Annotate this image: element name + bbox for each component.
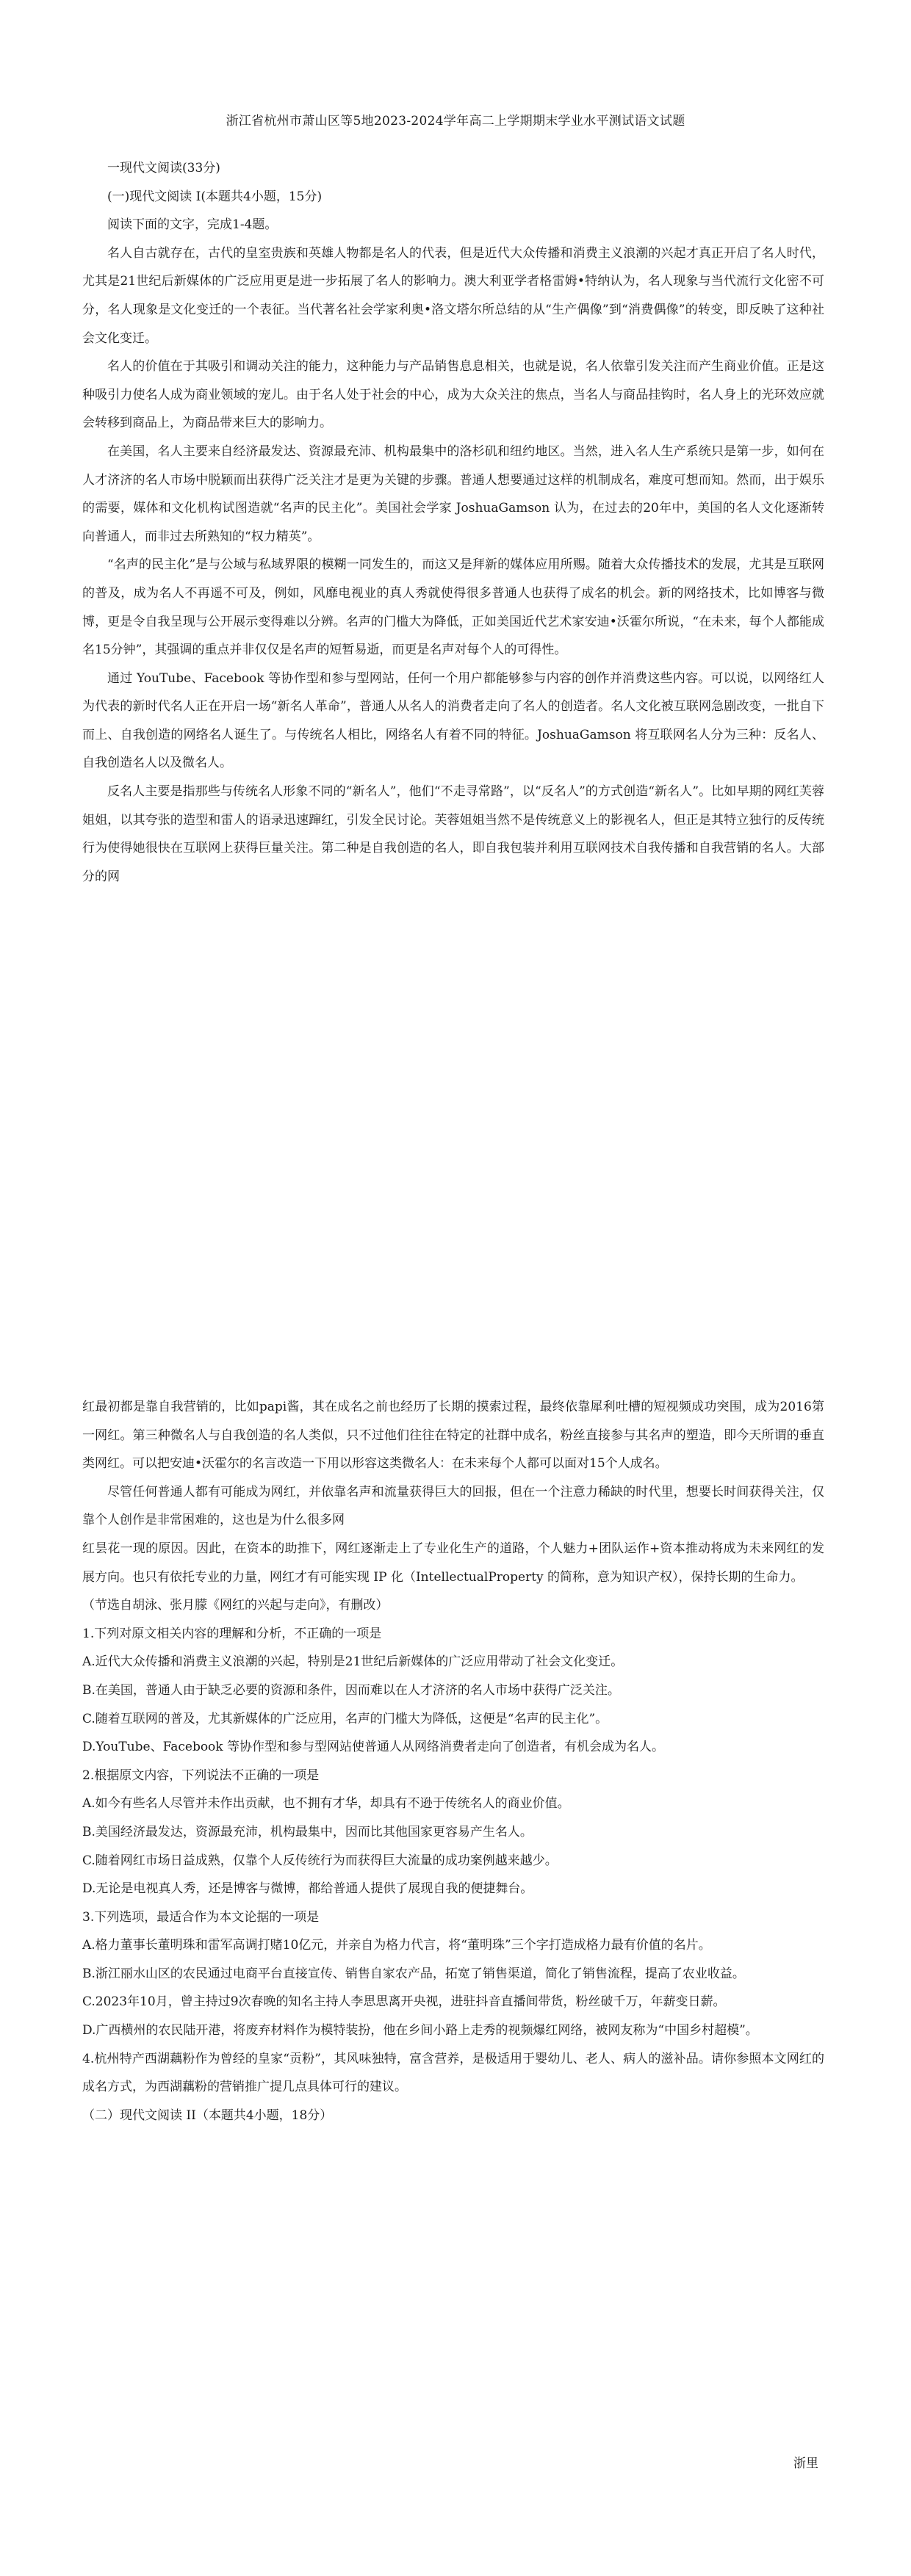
article-part-2 [82,1393,824,2130]
page-title: 浙江省杭州市萧山区等5地2023-2024学年高二上学期期末学业水平测试语文试题 [226,114,685,129]
question-option: D.YouTube、Facebook 等协作型和参与型网站使普通人从网络消费者走向了创造者，有机会成为名人。 [82,1740,665,1755]
article-part-1 [82,154,824,891]
article-paragraph: 通过 YouTube、Facebook 等协作型和参与型网站，任何一个用户都能够参与内容的创作并消费这些内容。可以说，以网络红人为代表的新时代名人正在开启一场“新名人革命”，普通人从名人的消费者走向了名人的创造者。名人文化被互联网急剧改变，一批自下而上、自我创造的网络名人诞生了。与传统名人相比，网络名人有着不同的特征。JoshuaGamson 将互联网名人分为三种：反名人、自我创造名人以及微名人。 [82,670,824,771]
question-option: A.近代大众传播和消费主义浪潮的兴起，特别是21世纪后新媒体的广泛应用带动了社会文化变迁。 [82,1654,624,1670]
article-source: （节选自胡泳、张月朦《网红的兴起与走向》，有删改） [82,1598,389,1613]
question-option: B.浙江丽水山区的农民通过电商平台直接宣传、销售自家农产品，拓宽了销售渠道，简化了销售流程，提高了农业收益。 [82,1966,745,1981]
question-option: A.如今有些名人尽管并未作出贡献，也不拥有才华，却具有不逊于传统名人的商业价值。 [82,1796,570,1812]
question-option: D.广西横州的农民陆开港，将废弃材料作为模特装扮，他在乡间小路上走秀的视频爆红网络，被网友称为“中国乡村超模”。 [82,2023,758,2038]
question-option: C.2023年10月，曾主持过9次春晚的知名主持人李思思离开央视，进驻抖音直播间带货，粉丝破千万，年薪变日薪。 [82,1994,726,2010]
question-stem: 3.下列选项，最适合作为本文论据的一项是 [82,1909,320,1925]
article-paragraph: 名人的价值在于其吸引和调动关注的能力，这种能力与产品销售息息相关，也就是说，名人依靠引发关注而产生商业价值。正是这种吸引力使名人成为商业领域的宠儿。由于名人处于社会的中心，成为大众关注的焦点，当名人与商品挂钩时，名人身上的光环效应就会转移到商品上，为商品带来巨大的影响力。 [82,359,824,431]
section-heading: 一现代文阅读(33分) [107,161,220,176]
question-option: D.无论是电视真人秀，还是博客与微博，都给普通人提供了展现自我的便捷舞台。 [82,1881,533,1897]
subsection-heading: (一)现代文阅读 I(本题共4小题，15分) [107,189,323,204]
question-option: C.随着网红市场日益成熟，仅靠个人反传统行为而获得巨大流量的成功案例越来越少。 [82,1853,558,1868]
question-stem: 2.根据原文内容，下列说法不正确的一项是 [82,1768,320,1783]
question-option: B.美国经济最发达，资源最充沛，机构最集中，因而比其他国家更容易产生名人。 [82,1824,533,1839]
question-option: B.在美国，普通人由于缺乏必要的资源和条件，因而难以在人才济济的名人市场中获得广泛关注。 [82,1682,620,1698]
question-stem: 4.杭州特产西湖藕粉作为曾经的皇家“贡粉”，其风味独特，富含营养，是极适用于婴幼儿、老人、病人的滋补品。请你参照本文网红的成名方式，为西湖藕粉的营销推广提几点具体可行的建议。 [82,2051,824,2095]
next-section-heading: （二）现代文阅读 II（本题共4小题，18分） [82,2108,333,2123]
article-paragraph: 尽管任何普通人都有可能成为网红，并依靠名声和流量获得巨大的回报，但在一个注意力稀缺的时代里，想要长时间获得关注，仅靠个人创作是非常困难的，这也是为什么很多网 [82,1484,824,1528]
article-paragraph: 红昙花一现的原因。因此，在资本的助推下，网红逐渐走上了专业化生产的道路，个人魅力+团队运作+资本推动将成为未来网红的发展方向。也只有依托专业的力量，网红才有可能实现 IP 化（IntellectualProperty 的简称，意为知识产权），保持长期的生命力。 [82,1541,824,1585]
article-paragraph: 红最初都是靠自我营销的，比如papi酱，其在成名之前也经历了长期的摸索过程，最终依靠犀利吐槽的短视频成功突围，成为2016第一网红。第三种微名人与自我创造的名人类似，只不过他们往往在特定的社群中成名，粉丝直接参与其名声的塑造，即今天所谓的垂直类网红。可以把安迪•沃霍尔的名言改造一下用以形容这类微名人：在未来每个人都可以面对15个人成名。 [82,1400,824,1472]
question-option: C.随着互联网的普及，尤其新媒体的广泛应用，名声的门槛大为降低，这便是“名声的民主化”。 [82,1711,608,1726]
article-paragraph: 名人自古就存在，古代的皇室贵族和英雄人物都是名人的代表，但是近代大众传播和消费主义浪潮的兴起才真正开启了名人时代，尤其是21世纪后新媒体的广泛应用更是进一步拓展了名人的影响力。澳大利亚学者格雷姆•特纳认为，名人现象与当代流行文化密不可分，名人现象是文化变迁的一个表征。当代著名社会学家利奥•洛文塔尔所总结的从“生产偶像”到“消费偶像”的转变，即反映了这种社会文化变迁。 [82,245,824,346]
article-paragraph: “名声的民主化”是与公域与私域界限的模糊一同发生的，而这又是拜新的媒体应用所赐。随着大众传播技术的发展，尤其是互联网的普及，成为名人不再遥不可及，例如，风靡电视业的真人秀就使得很多普通人也获得了成名的机会。新的网络技术，比如博客与微博，更是令自我呈现与公开展示变得难以分辨。名声的门槛大为降低，正如美国近代艺术家安迪•沃霍尔所说，“在未来，每个人都能成名15分钟”，其强调的重点并非仅仅是名声的短暂易逝，而更是名声对每个人的可得性。 [82,557,824,658]
reading-instruction: 阅读下面的文字，完成1-4题。 [107,217,278,233]
article-paragraph: 在美国，名人主要来自经济最发达、资源最充沛、机构最集中的洛杉矶和纽约地区。当然，进入名人生产系统只是第一步，如何在人才济济的名人市场中脱颖而出获得广泛关注才是更为关键的步骤。普通人想要通过这样的机制成名，难度可想而知。然而，出于娱乐的需要，媒体和文化机构试图造就“名声的民主化”。美国社会学家 JoshuaGamson 认为，在过去的20年中，美国的名人文化逐渐转向普通人，而非过去所熟知的“权力精英”。 [82,444,824,544]
question-stem: 1.下列对原文相关内容的理解和分析，不正确的一项是 [82,1626,382,1641]
article-paragraph: 反名人主要是指那些与传统名人形象不同的“新名人”，他们“不走寻常路”，以“反名人”的方式创造“新名人”。比如早期的网红芙蓉姐姐，以其夸张的造型和雷人的语录迅速蹿红，引发全民讨论。芙蓉姐姐当然不是传统意义上的影视名人，但正是其特立独行的反传统行为使得她很快在互联网上获得巨量关注。第二种是自我创造的名人，即自我包装并利用互联网技术自我传播和自我营销的名人。大部分的网 [82,784,824,884]
footer-mark: 浙里 [793,2456,818,2471]
question-option: A.格力董事长董明珠和雷军高调打赌10亿元，并亲自为格力代言，将“董明珠”三个字打造成格力最有价值的名片。 [82,1938,711,1953]
